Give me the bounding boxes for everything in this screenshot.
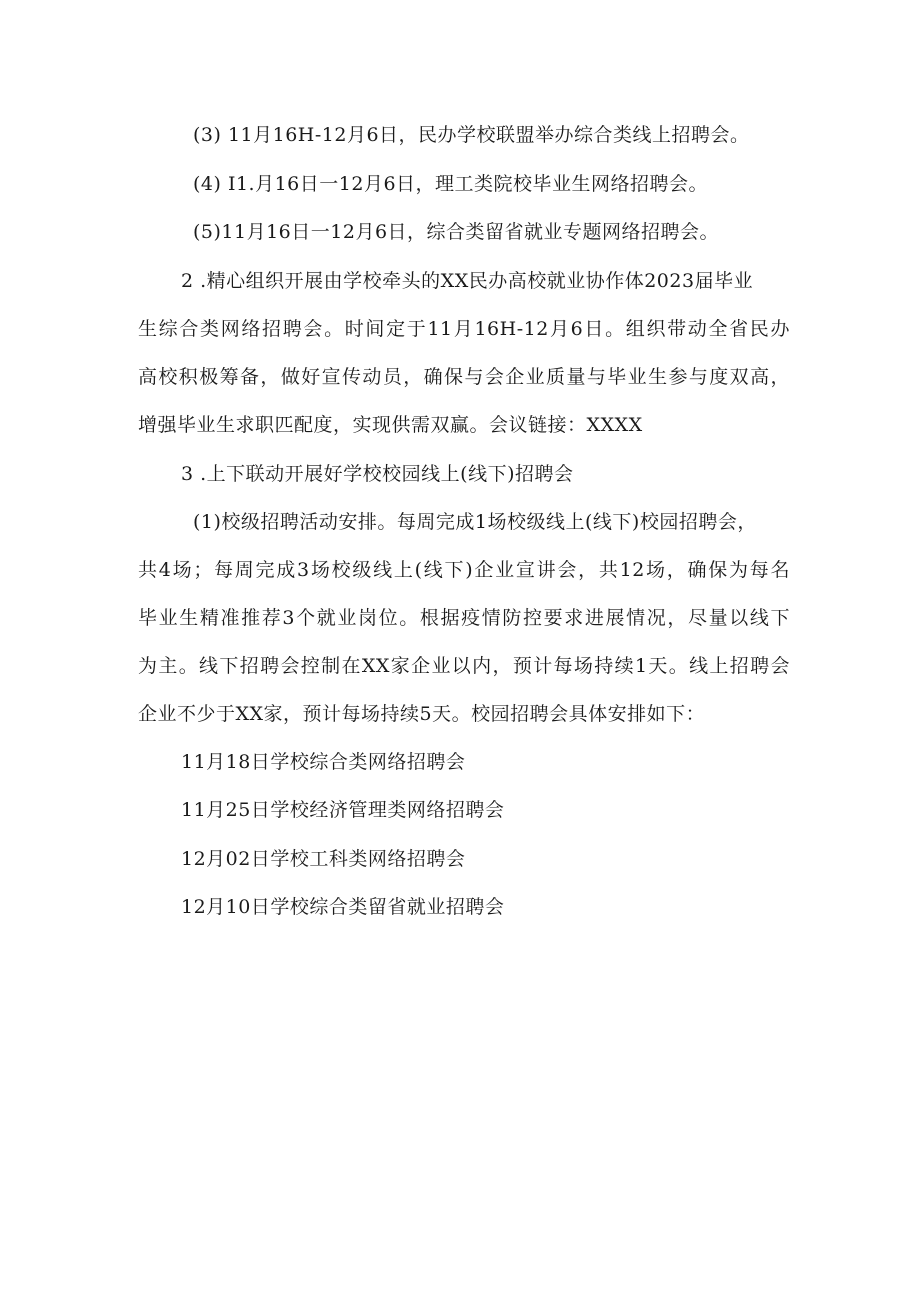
section-3-heading: 3 .上下联动开展好学校校园线上(线下)招聘会 (181, 463, 574, 485)
schedule-item: 11月25日学校经济管理类网络招聘会 (181, 799, 505, 821)
sub1-line-3: 毕业生精准推荐3个就业岗位。根据疫情防控要求进展情况，尽量以线下 (138, 607, 790, 629)
para2-line-4: 增强毕业生求职匹配度，实现供需双赢。会议链接：XXXX (138, 414, 643, 436)
sub1-line-2: 共4场；每周完成3场校级线上(线下)企业宣讲会，共12场，确保为每名 (138, 559, 790, 581)
para2-line-1: 2 .精心组织开展由学校牵头的XX民办高校就业协作体2023届毕业 (181, 270, 754, 292)
schedule-item: 12月02日学校工科类网络招聘会 (181, 848, 466, 870)
schedule-item: 11月18日学校综合类网络招聘会 (181, 751, 466, 773)
sub1-line-4: 为主。线下招聘会控制在XX家企业以内，预计每场持续1天。线上招聘会 (138, 655, 790, 677)
list-item-3: (3) 11月16H-12月6日，民办学校联盟举办综合类线上招聘会。 (193, 124, 750, 146)
sub1-line-1: (1)校级招聘活动安排。每周完成1场校级线上(线下)校园招聘会， (193, 511, 757, 533)
list-item-4: (4) I1.月16日一12月6日，理工类院校毕业生网络招聘会。 (193, 173, 709, 195)
schedule-item: 12月10日学校综合类留省就业招聘会 (181, 896, 505, 918)
para2-line-2: 生综合类网络招聘会。时间定于11月16H-12月6日。组织带动全省民办 (138, 318, 790, 340)
sub1-line-5: 企业不少于XX家，预计每场持续5天。校园招聘会具体安排如下： (138, 703, 706, 725)
list-item-5: (5)11月16日一12月6日，综合类留省就业专题网络招聘会。 (193, 221, 720, 243)
para2-line-3: 高校积极筹备，做好宣传动员，确保与会企业质量与毕业生参与度双高， (138, 366, 790, 388)
